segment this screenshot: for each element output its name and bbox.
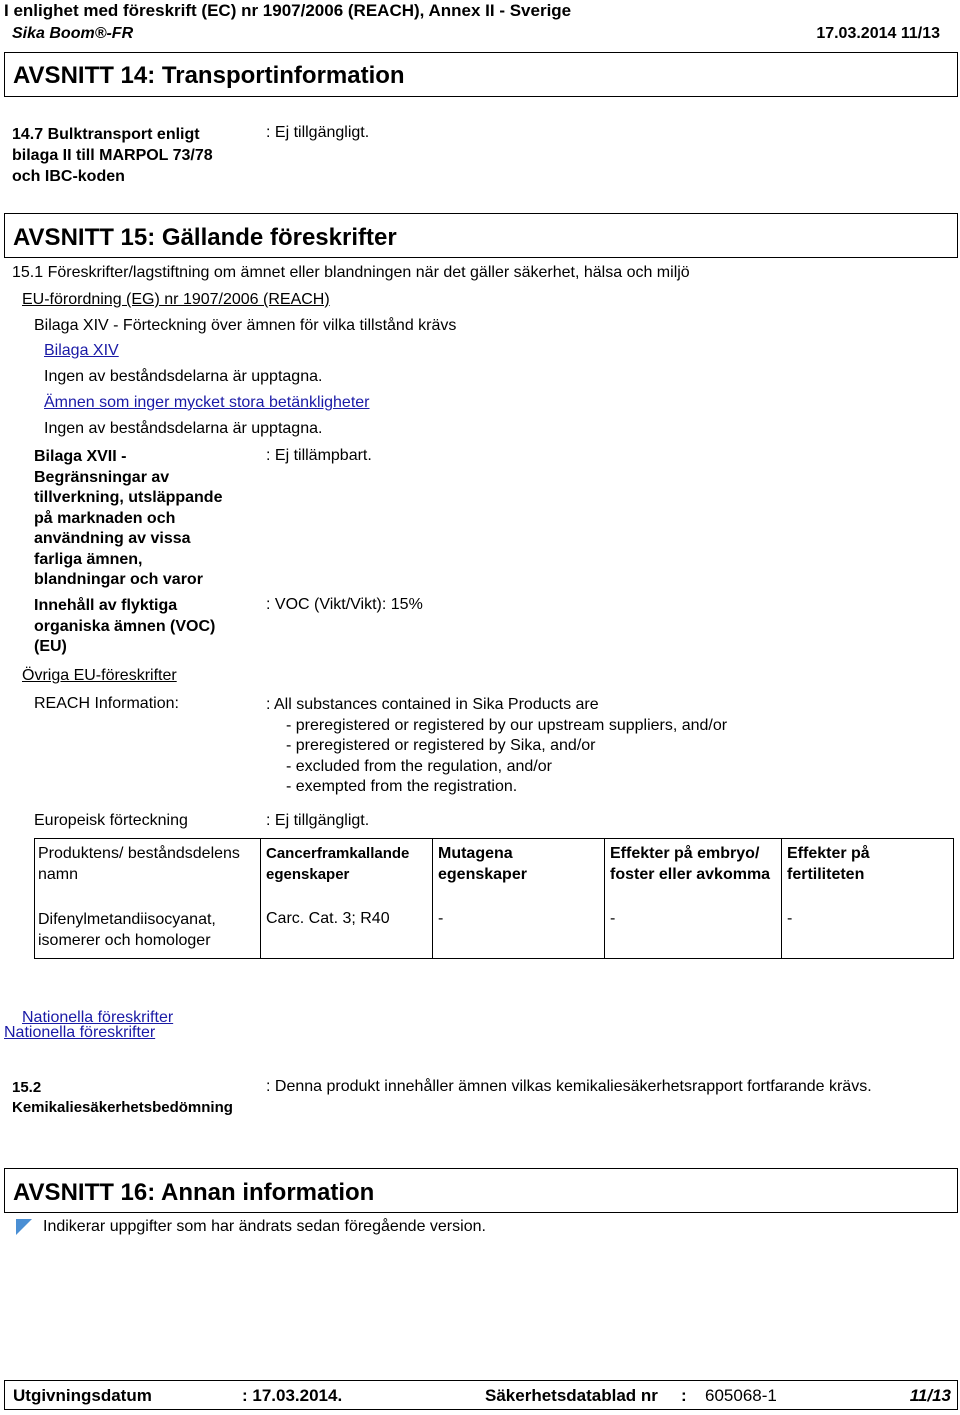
- voc-label: Innehåll av flyktiga organiska ämnen (VOC) (EU): [34, 597, 216, 655]
- voc-value: : VOC (Vikt/Vikt): 15%: [266, 596, 423, 613]
- national-regulations-link[interactable]: Nationella föreskrifter: [22, 1009, 174, 1026]
- footer-sds-value: 605068-1: [705, 1386, 777, 1405]
- document-header-title: I enlighet med föreskrift (EC) nr 1907/2006 (REACH), Annex II - Sverige: [4, 1, 572, 20]
- section-16-box: [4, 1168, 958, 1213]
- table-header-fertility: Effekter på fertiliteten: [787, 845, 870, 883]
- other-eu-regulations-heading: Övriga EU-föreskrifter: [22, 667, 177, 684]
- table-header-mutagenic: Mutagena egenskaper: [438, 845, 527, 883]
- section-15-title: AVSNITT 15: Gällande föreskrifter: [13, 224, 397, 251]
- section-15-2-label: 15.2 Kemikaliesäkerhetsbedömning: [12, 1079, 233, 1116]
- annex-xiv-heading: Bilaga XIV - Förteckning över ämnen för vilka tillstånd krävs: [34, 317, 457, 334]
- footer-box: [4, 1380, 958, 1410]
- table-header-carcinogenic: Cancerframkallande egenskaper: [266, 845, 410, 883]
- annex-xiv-text: Ingen av beståndsdelarna är upptagna.: [44, 368, 323, 385]
- reach-info-value: : All substances contained in Sika Products are - preregistered or registered by our upstream suppliers, and/or - preregistered or registered by Sika, and/or - excluded from the regulation, and/or - exempted from the registration.: [266, 696, 728, 795]
- annex-xvii-label: Bilaga XVII - Begränsningar av tillverkning, utsläppande på marknaden och användning av vissa farliga ämnen, blandningar och varor: [34, 448, 223, 588]
- footer-sds-sep: :: [681, 1386, 687, 1405]
- section-14-box: [4, 52, 958, 97]
- table-col-rule: [260, 838, 261, 958]
- table-cell-fertility: -: [787, 910, 793, 927]
- header-date-page: 17.03.2014 11/13: [816, 25, 940, 42]
- european-inventory-label: Europeisk förteckning: [34, 812, 188, 829]
- bulk-transport-label: 14.7 Bulktransport enligt bilaga II till MARPOL 73/78 och IBC-koden: [12, 126, 213, 185]
- section-16-title: AVSNITT 16: Annan information: [13, 1179, 375, 1206]
- svhc-text: Ingen av beståndsdelarna är upptagna.: [44, 420, 323, 437]
- table-cell-mutagenic: -: [438, 910, 444, 927]
- svhc-link[interactable]: Ämnen som inger mycket stora betänkligheter: [44, 394, 370, 411]
- table-header-name: Produktens/ beståndsdelens namn: [38, 845, 240, 883]
- european-inventory-value: : Ej tillgängligt.: [266, 812, 370, 829]
- table-col-rule: [432, 838, 433, 958]
- table-col-rule: [781, 838, 782, 958]
- table-cell-substance: Difenylmetandiisocyanat, isomerer och homologer: [38, 911, 216, 949]
- section-14-title: AVSNITT 14: Transportinformation: [13, 62, 405, 89]
- table-cell-carcinogenic: Carc. Cat. 3; R40: [266, 910, 390, 927]
- table-col-rule: [34, 838, 35, 958]
- section-15-box: [4, 213, 958, 258]
- footer-issue-value: : 17.03.2014.: [242, 1386, 343, 1405]
- changed-triangle-icon: [16, 1219, 32, 1235]
- annex-xvii-value: : Ej tillämpbart.: [266, 447, 372, 464]
- table-header-reproductive: Effekter på embryo/ foster eller avkomma: [610, 845, 771, 883]
- bulk-transport-value: : Ej tillgängligt.: [266, 124, 370, 141]
- footer-sds-label: Säkerhetsdatablad nr: [485, 1386, 658, 1405]
- table-cell-reproductive: -: [610, 910, 616, 927]
- changed-marker-text: Indikerar uppgifter som har ändrats sedan föregående version.: [43, 1218, 486, 1235]
- product-name: Sika Boom®-FR: [12, 25, 134, 42]
- reach-info-label: REACH Information:: [34, 695, 179, 712]
- section-15-1-heading: 15.1 Föreskrifter/lagstiftning om ämnet eller blandningen när det gäller säkerhet, hälsa och miljö: [12, 264, 690, 281]
- eu-regulation-heading: EU-förordning (EG) nr 1907/2006 (REACH): [22, 291, 330, 308]
- annex-xiv-link[interactable]: Bilaga XIV: [44, 342, 119, 359]
- table-bottom-rule: [34, 958, 954, 959]
- table-col-rule: [953, 838, 954, 958]
- section-15-2-value: : Denna produkt innehåller ämnen vilkas kemikaliesäkerhetsrapport fortfarande krävs.: [266, 1078, 872, 1095]
- footer-page-number: 11/13: [909, 1386, 951, 1405]
- national-regulations-link-2[interactable]: Nationella föreskrifter: [4, 1024, 156, 1041]
- table-top-rule: [34, 838, 954, 839]
- footer-issue-label: Utgivningsdatum: [13, 1386, 152, 1405]
- table-col-rule: [604, 838, 605, 958]
